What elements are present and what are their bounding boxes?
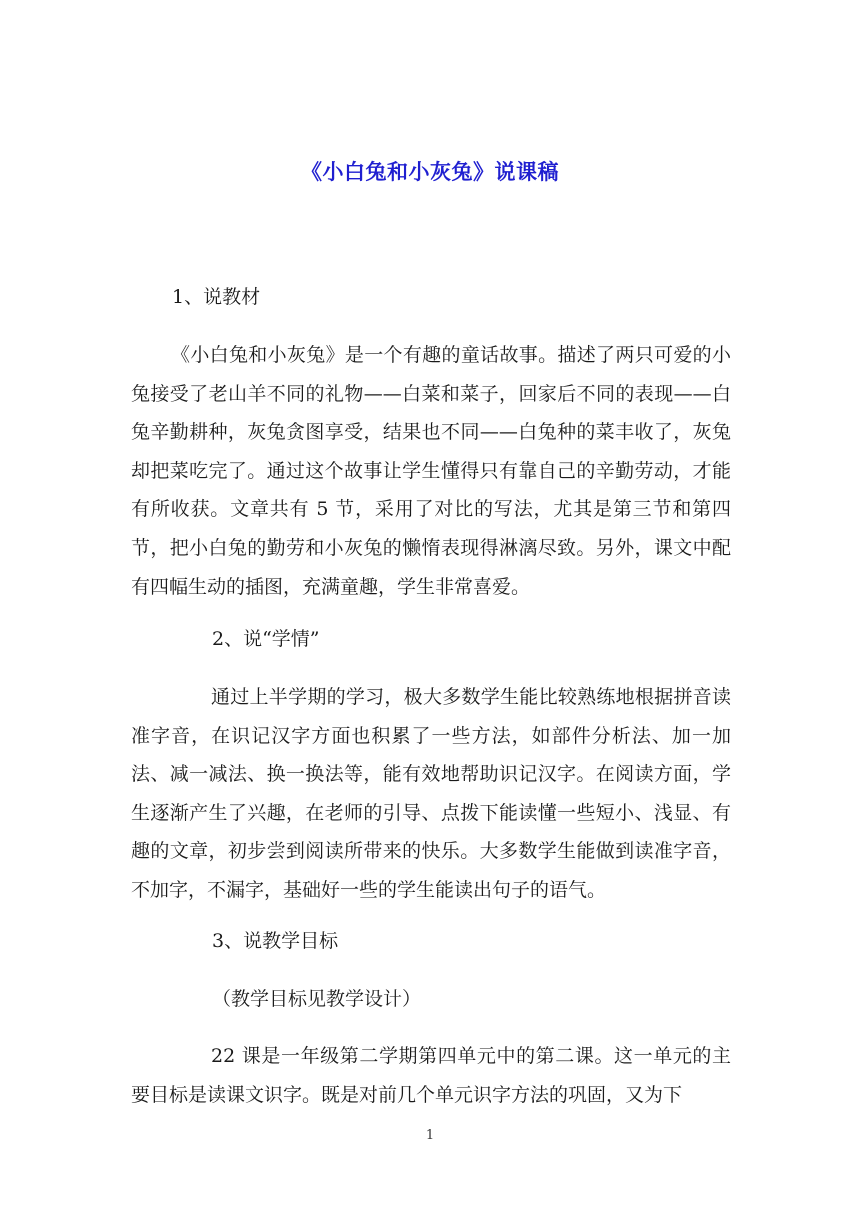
paragraph-unit-context: 22 课是一年级第二学期第四单元中的第二课。这一单元的主要目标是读课文识字。既是对前几个单元识字方法的巩固，又为下: [131, 1045, 731, 1106]
page-number: 1: [425, 1128, 435, 1143]
section-heading-teaching-material: 1、说教材: [172, 286, 261, 308]
paragraph-student-situation: 通过上半学期的学习，极大多数学生能比较熟练地根据拼音读准字音，在识记汉字方面也积累了一些方法，如部件分析法、加一加法、减一减法、换一换法等，能有效地帮助识记汉字。在阅读方面，学生逐渐产生了兴趣，在老师的引导、点拨下能读懂一些短小、浅显、有趣的文章，初步尝到阅读所带来的快乐。大多数学生能做到读准字音，不加字，不漏字，基础好一些的学生能读出句子的语气。: [131, 686, 731, 901]
paragraph-goals-note: （教学目标见教学设计）: [212, 988, 422, 1010]
paragraph-teaching-material: 《小白兔和小灰兔》是一个有趣的童话故事。描述了两只可爱的小兔接受了老山羊不同的礼物——白菜和菜子，回家后不同的表现——白兔辛勤耕种，灰兔贪图享受，结果也不同——白兔种的菜丰收了，灰兔却把菜吃完了。通过这个故事让学生懂得只有靠自己的辛勤劳动，才能有所收获。文章共有 5 节，采用了对比的写法，尤其是第三节和第四节，把小白兔的勤劳和小灰兔的懒惰表现得淋漓尽致。另外，课文中配有四幅生动的插图，充满童趣，学生非常喜爱。: [131, 344, 731, 598]
section-heading-teaching-goals: 3、说教学目标: [212, 930, 339, 952]
document-title: 《小白兔和小灰兔》说课稿: [301, 159, 559, 184]
section-heading-student-situation: 2、说“学情”: [212, 628, 320, 650]
